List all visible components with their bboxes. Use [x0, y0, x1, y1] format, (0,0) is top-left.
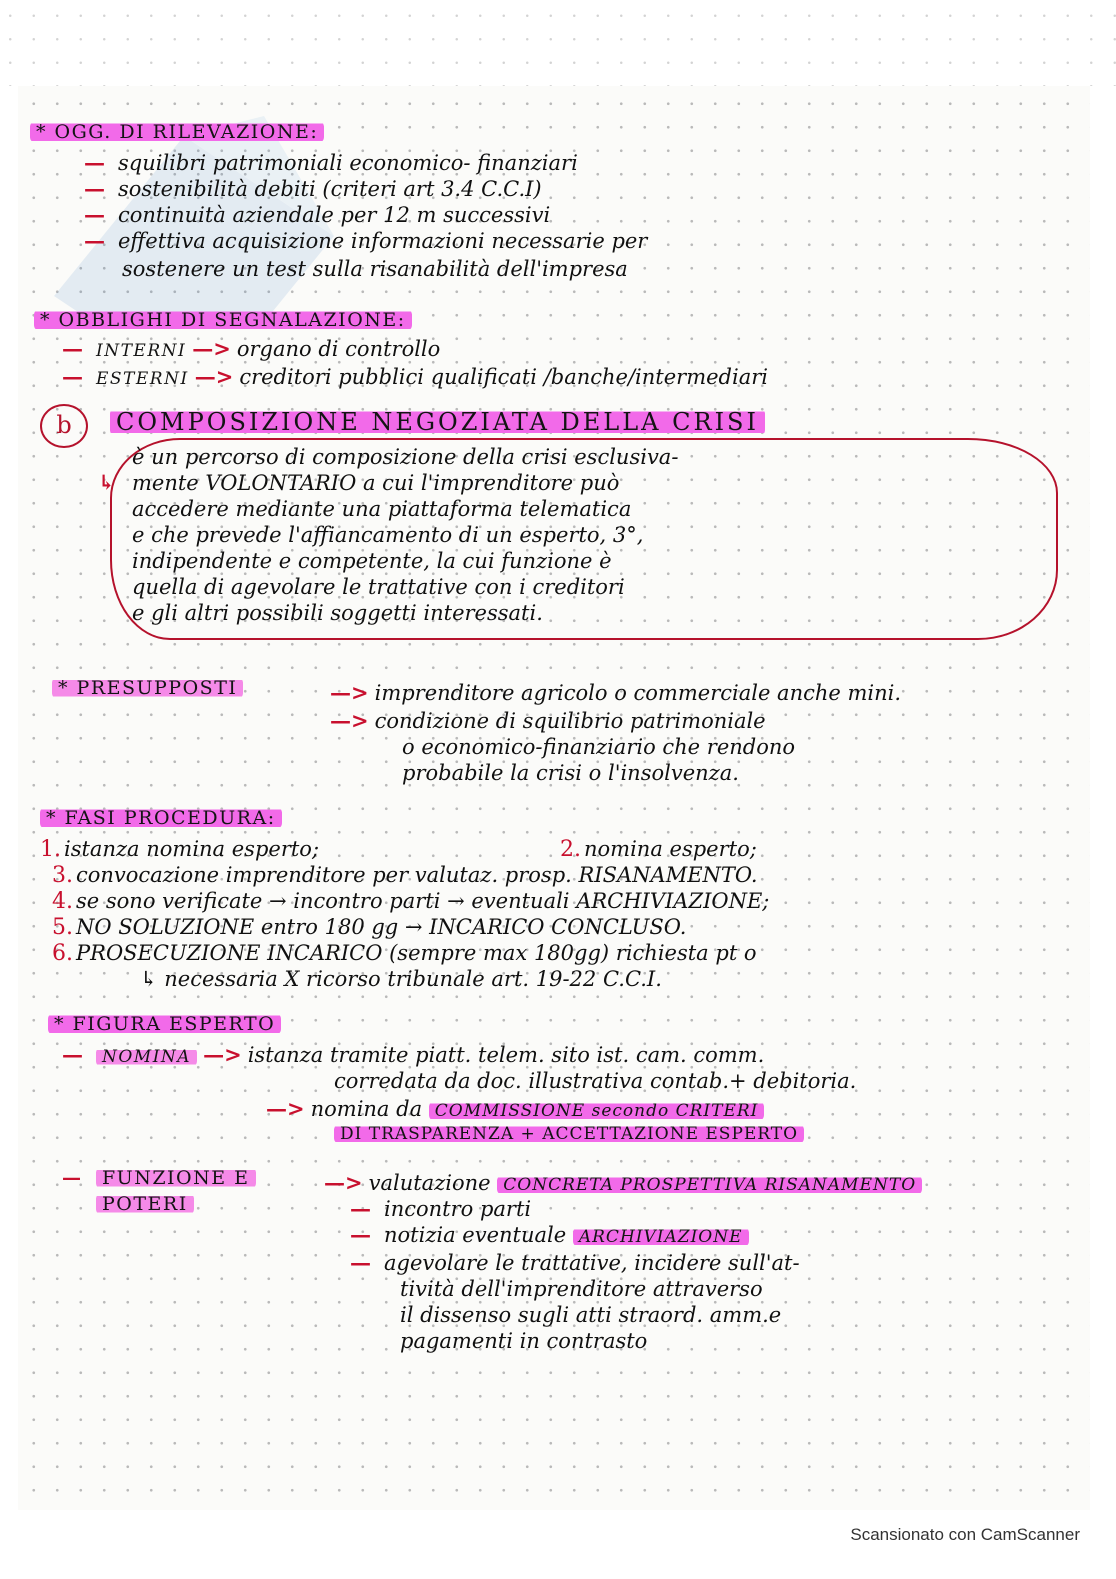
composizione-line-7: e gli altri possibili soggetti interessati. [132, 601, 543, 625]
oggetto-item-4 [84, 228, 647, 254]
fasi-step-2 [560, 836, 757, 863]
nomina-commissione: COMMISSIONE secondo CRITERI [429, 1101, 765, 1121]
fasi-step-1 [40, 836, 319, 863]
oggetto-item-1-text: squilibri patrimoniali economico- finanziari [118, 151, 578, 175]
oggetto-item-3 [84, 202, 550, 228]
obblighi-interni [62, 336, 440, 363]
funzione-item-4 [350, 1250, 800, 1276]
interni-value: organo di controllo [236, 337, 441, 361]
fasi-step-5-text: NO SOLUZIONE entro 180 gg → INCARICO CONCLUSO. [76, 915, 687, 939]
composizione-line-5: indipendente e competente, la cui funzione è [132, 549, 612, 573]
funzione-item-4-cont-1: tività dell'imprenditore attraverso [400, 1277, 763, 1301]
funzione-risanamento: CONCRETA PROSPETTIVA RISANAMENTO [497, 1175, 922, 1195]
composizione-line-1: è un percorso di composizione della crisi esclusiva- [132, 445, 679, 469]
heading-fasi [40, 806, 282, 830]
fasi-step-3 [52, 862, 758, 889]
composizione-line-4: e che prevede l'affiancamento di un esperto, 3°, [132, 523, 644, 547]
funzione-item-4-text: agevolare le trattative, incidere sull'at- [384, 1251, 800, 1275]
presupposti-line-1 [324, 680, 901, 706]
nomina-label: NOMINA [96, 1047, 197, 1067]
heading-obblighi-text: * OBBLIGHI DI SEGNALAZIONE: [34, 309, 412, 331]
dash-marker: — [350, 1250, 371, 1275]
composizione-line-3: accedere mediante una piattaforma telematica [132, 497, 632, 521]
presupposti-line-2-text: condizione di squilibrio patrimoniale [374, 709, 766, 733]
oggetto-item-4-text: effettiva acquisizione informazioni necessarie per [118, 229, 648, 253]
arrow-right-icon: —> [203, 1042, 242, 1067]
presupposti-line-4: probabile la crisi o l'insolvenza. [402, 761, 739, 785]
heading-presupposti [52, 676, 243, 700]
arrow-right-icon: —> [266, 1096, 305, 1121]
obblighi-esterni [62, 364, 768, 391]
fasi-step-4 [52, 888, 769, 915]
curved-arrow-icon: ↳ [98, 470, 115, 494]
dash-marker: — [62, 1167, 83, 1189]
page-top-margin [0, 0, 1116, 86]
esterni-value: creditori pubblici qualificati /banche/intermediari [239, 365, 768, 389]
heading-funzione-line-1: FUNZIONE E [96, 1167, 256, 1189]
dash-marker: — [84, 202, 105, 227]
heading-composizione [110, 410, 765, 434]
fasi-step-4-text: se sono verificate → incontro parti → eventuali ARCHIVIAZIONE; [76, 889, 770, 913]
composizione-line-6: quella di agevolare le trattative con i creditori [132, 575, 625, 599]
arrow-right-icon: —> [330, 680, 369, 705]
nomina-second [260, 1096, 764, 1123]
nomina-trasparenza-text: DI TRASPARENZA + ACCETTAZIONE ESPERTO [334, 1124, 804, 1144]
dash-marker: — [350, 1222, 371, 1247]
oggetto-item-2-text: sostenibilità debiti (criteri art 3.4 C.C.I) [118, 177, 542, 201]
fasi-step-6-cont: ↳ necessaria X ricorso tribunale art. 19-22 C.C.I. [140, 967, 662, 991]
dash-marker: — [84, 176, 105, 201]
heading-composizione-text: COMPOSIZIONE NEGOZIATA DELLA CRISI [110, 408, 765, 436]
esperto-nomina [62, 1042, 764, 1069]
heading-obblighi [34, 308, 412, 332]
heading-funzione-2 [96, 1192, 194, 1216]
heading-presupposti-text: * PRESUPPOSTI [52, 677, 243, 699]
presupposti-line-2 [324, 708, 766, 734]
heading-esperto-text: * FIGURA ESPERTO [48, 1013, 281, 1035]
nomina-trasparenza [334, 1122, 804, 1146]
step-number: 4. [52, 889, 73, 914]
fasi-step-5 [52, 914, 686, 941]
funzione-item-1-prefix: valutazione [368, 1171, 491, 1195]
interni-label: INTERNI [96, 341, 187, 361]
fasi-step-3-text: convocazione imprenditore per valutaz. prosp. RISANAMENTO. [76, 863, 758, 887]
fasi-step-6-text: PROSECUZIONE INCARICO (sempre max 180gg) richiesta pt o [76, 941, 757, 965]
oggetto-item-2 [84, 176, 542, 202]
funzione-item-3-text: notizia eventuale [384, 1223, 567, 1247]
dash-marker: — [84, 150, 105, 175]
heading-funzione-line-2: POTERI [96, 1193, 194, 1215]
funzione-item-2 [350, 1196, 531, 1222]
funzione-archiviazione: ARCHIVIAZIONE [573, 1227, 749, 1247]
dash-marker: — [62, 336, 83, 361]
step-number: 2. [560, 837, 581, 862]
arrow-right-icon: —> [330, 708, 369, 733]
arrow-right-icon: —> [192, 336, 231, 361]
presupposti-line-1-text: imprenditore agricolo o commerciale anche mini. [374, 681, 902, 705]
oggetto-item-4-cont: sostenere un test sulla risanabilità dell'impresa [122, 257, 628, 281]
dash-marker: — [62, 1042, 83, 1067]
step-number: 3. [52, 863, 73, 888]
nomina-second-prefix: nomina da [310, 1097, 423, 1121]
esterni-label: ESTERNI [96, 369, 189, 389]
dash-marker: — [84, 228, 105, 253]
arrow-right-icon: —> [324, 1170, 363, 1195]
funzione-item-2-text: incontro parti [384, 1197, 532, 1221]
oggetto-item-1 [84, 150, 578, 176]
presupposti-line-3: o economico-finanziario che rendono [402, 735, 796, 759]
arrow-right-icon: —> [194, 364, 234, 389]
section-letter-circle [40, 404, 88, 448]
heading-esperto [48, 1012, 281, 1036]
composizione-line-2: mente VOLONTARIO a cui l'imprenditore può [132, 471, 620, 495]
fasi-step-1-text: istanza nomina esperto; [64, 837, 320, 861]
step-number: 6. [52, 941, 73, 966]
fasi-step-6 [52, 940, 757, 967]
step-number: 1. [40, 837, 61, 862]
step-number: 5. [52, 915, 73, 940]
funzione-item-1 [318, 1170, 922, 1197]
funzione-item-3 [350, 1222, 749, 1249]
dash-marker: — [350, 1196, 371, 1221]
fasi-step-2-text: nomina esperto; [584, 837, 757, 861]
heading-fasi-text: * FASI PROCEDURA: [40, 807, 282, 829]
section-letter: b [56, 411, 72, 439]
scanner-watermark-text: Scansionato con CamScanner [850, 1525, 1080, 1544]
heading-funzione [62, 1166, 256, 1190]
nomina-line-2: corredata da doc. illustrativa contab.+ debitoria. [334, 1069, 857, 1093]
scanner-footer [0, 1510, 1116, 1579]
funzione-item-4-cont-3: pagamenti in contrasto [400, 1329, 648, 1353]
heading-oggetto [30, 120, 324, 144]
nomina-line-1: istanza tramite piatt. telem. sito ist. cam. comm. [247, 1043, 765, 1067]
oggetto-item-3-text: continuità aziendale per 12 m successivi [118, 203, 551, 227]
funzione-item-4-cont-2: il dissenso sugli atti straord. amm.e [400, 1303, 782, 1327]
dash-marker: — [62, 364, 83, 389]
heading-oggetto-text: * OGG. DI RILEVAZIONE: [30, 121, 324, 143]
